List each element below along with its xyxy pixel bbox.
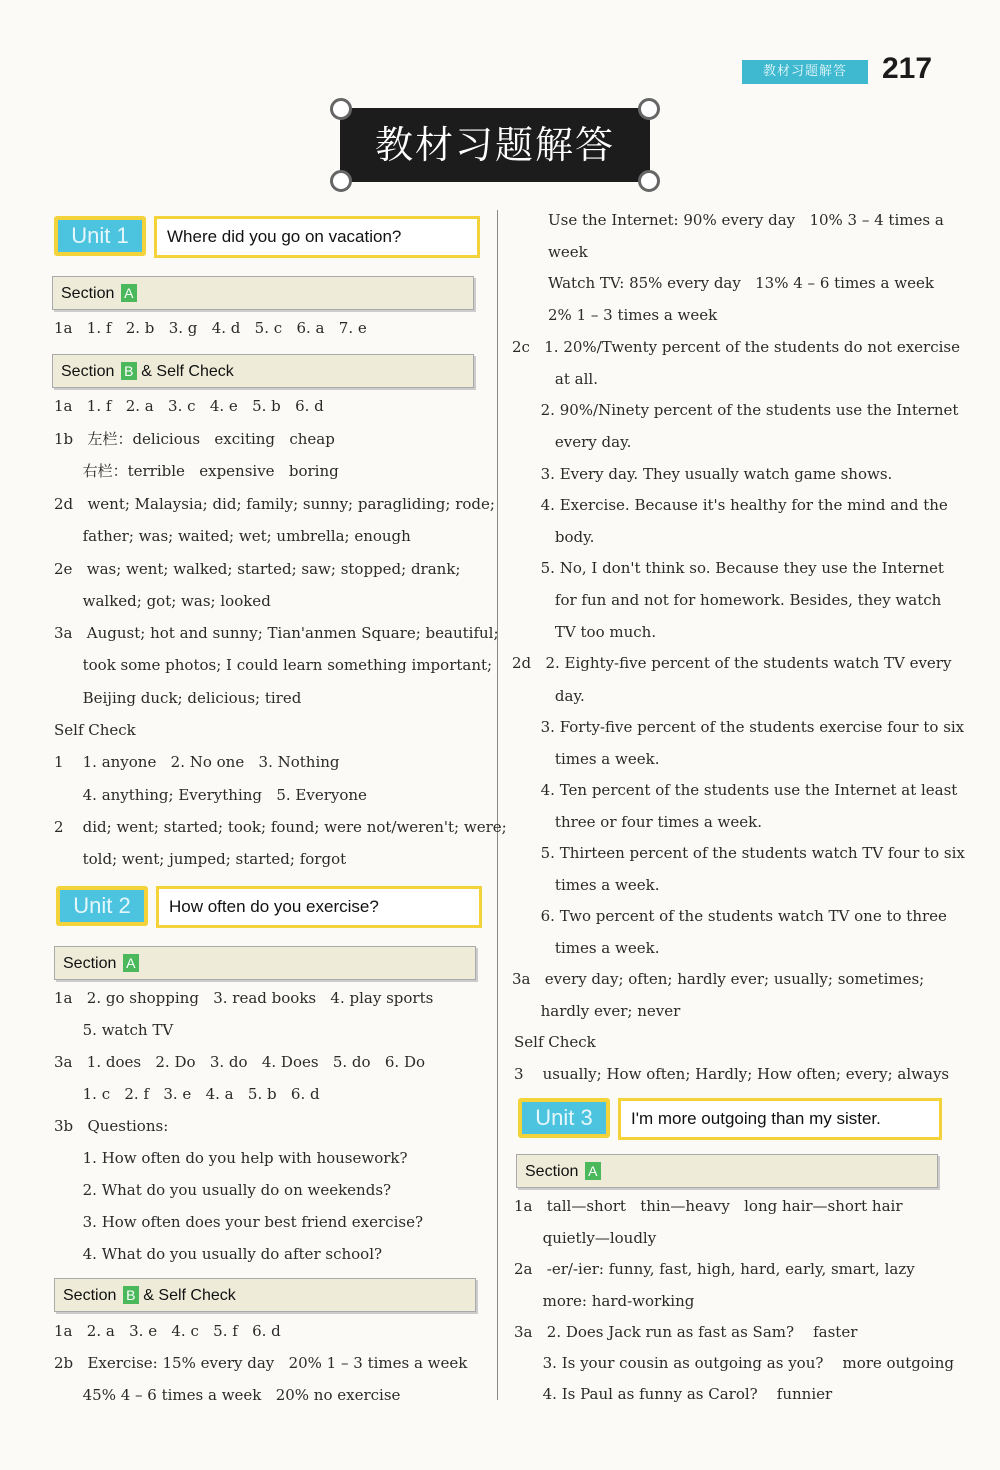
answer-line: quietly—loudly — [514, 1229, 657, 1247]
answer-line: every day. — [512, 433, 632, 451]
answer-line: 3a 2. Does Jack run as fast as Sam? faster — [514, 1323, 858, 1341]
answer-line: 2b Exercise: 15% every day 20% 1 – 3 times a week — [54, 1354, 468, 1372]
section-header-2a — [54, 946, 476, 980]
answer-line: three or four times a week. — [512, 813, 762, 831]
section-header-3a — [516, 1154, 938, 1188]
answer-line: 1. c 2. f 3. e 4. a 5. b 6. d — [54, 1085, 320, 1103]
answer-line: 3a 1. does 2. Do 3. do 4. Does 5. do 6. Do — [54, 1053, 426, 1071]
section-label: Section — [61, 363, 115, 380]
unit-1-header — [54, 216, 480, 256]
answer-line: 4. anything; Everything 5. Everyone — [54, 786, 367, 804]
section-letter: B — [121, 362, 137, 380]
unit-badge — [54, 216, 146, 256]
answer-line: 3. Every day. They usually watch game shows. — [512, 465, 893, 483]
answer-line: 4. Exercise. Because it's healthy for the mind and the — [512, 496, 948, 514]
section-header-1a — [52, 276, 474, 310]
self-check-heading: Self Check — [54, 721, 136, 739]
page-title-banner — [340, 108, 650, 182]
answer-line: father; was; waited; wet; umbrella; enough — [54, 527, 411, 545]
answer-line: walked; got; was; looked — [54, 592, 271, 610]
answer-line: 1a 1. f 2. b 3. g 4. d 5. c 6. a 7. e — [54, 319, 367, 337]
answer-line: 3 usually; How often; Hardly; How often; every; always — [514, 1065, 950, 1083]
header-tag: 教材习题解答 — [742, 60, 868, 84]
answer-line: 2d went; Malaysia; did; family; sunny; paragliding; rode; — [54, 495, 495, 513]
corner-ring-icon — [638, 170, 660, 192]
answer-line: took some photos; I could learn something important; — [54, 656, 493, 674]
section-letter: A — [585, 1162, 601, 1180]
answer-line: 3. How often does your best friend exercise? — [54, 1213, 424, 1231]
answer-line: 2d 2. Eighty-five percent of the students watch TV every — [512, 654, 952, 672]
answer-line: 2 did; went; started; took; found; were not/weren't; were; — [54, 818, 507, 836]
corner-ring-icon — [330, 170, 352, 192]
answer-line: 45% 4 – 6 times a week 20% no exercise — [54, 1386, 401, 1404]
answer-line: 3. Forty-five percent of the students exercise four to six — [512, 718, 965, 736]
answer-line: 5. watch TV — [54, 1021, 174, 1039]
unit-badge-label: Unit 3 — [522, 1102, 606, 1134]
answer-line: day. — [512, 687, 585, 705]
answer-line: Use the Internet: 90% every day 10% 3 – 4 times a — [548, 211, 944, 229]
answer-line: 1a tall—short thin—heavy long hair—short hair — [514, 1197, 903, 1215]
answer-line: 4. Is Paul as funny as Carol? funnier — [514, 1385, 833, 1403]
section-header-2b — [54, 1278, 476, 1312]
answer-line: TV too much. — [512, 623, 657, 641]
unit-title: Where did you go on vacation? — [154, 216, 480, 258]
page-number: 217 — [882, 52, 933, 85]
section-label: Section — [61, 285, 115, 302]
answer-line: body. — [512, 528, 595, 546]
answer-line: hardly ever; never — [512, 1002, 681, 1020]
corner-ring-icon — [330, 98, 352, 120]
column-divider — [497, 210, 498, 1400]
unit-badge — [518, 1098, 610, 1138]
answer-line: 2c 1. 20%/Twenty percent of the students do not exercise — [512, 338, 960, 356]
page-title: 教材习题解答 — [374, 123, 615, 167]
answer-line: 4. Ten percent of the students use the Internet at least — [512, 781, 958, 799]
answer-line: 4. What do you usually do after school? — [54, 1245, 383, 1263]
section-letter: A — [121, 284, 137, 302]
answer-line: 1a 2. a 3. e 4. c 5. f 6. d — [54, 1322, 281, 1340]
section-letter: A — [123, 954, 139, 972]
unit-badge — [56, 886, 148, 926]
answer-line: more: hard-working — [514, 1292, 695, 1310]
answer-line: 2. What do you usually do on weekends? — [54, 1181, 392, 1199]
answer-line: Watch TV: 85% every day 13% 4 – 6 times a week — [548, 274, 934, 292]
section-label: Section — [525, 1163, 579, 1180]
answer-line: 3a August; hot and sunny; Tian'anmen Square; beautiful; — [54, 624, 499, 642]
answer-line: times a week. — [512, 750, 660, 768]
answer-line: 2% 1 – 3 times a week — [548, 306, 718, 324]
section-header-1b — [52, 354, 474, 388]
unit-2-header — [56, 886, 482, 926]
unit-badge-label: Unit 1 — [58, 220, 142, 252]
answer-line: 2. 90%/Ninety percent of the students use the Internet — [512, 401, 959, 419]
corner-ring-icon — [638, 98, 660, 120]
self-check-heading: Self Check — [514, 1033, 596, 1051]
answer-line: Beijing duck; delicious; tired — [54, 689, 302, 707]
section-label: Section — [63, 955, 117, 972]
unit-title: How often do you exercise? — [156, 886, 482, 928]
answer-line: 6. Two percent of the students watch TV one to three — [512, 907, 947, 925]
section-letter: B — [123, 1286, 139, 1304]
answer-line: 1a 1. f 2. a 3. c 4. e 5. b 6. d — [54, 397, 324, 415]
answer-line: week — [548, 243, 588, 261]
answer-line: 1b 左栏：delicious exciting cheap — [54, 430, 335, 448]
answer-line: 3. Is your cousin as outgoing as you? more outgoing — [514, 1354, 954, 1372]
answer-line: 2e was; went; walked; started; saw; stopped; drank; — [54, 560, 461, 578]
answer-line: 1 1. anyone 2. No one 3. Nothing — [54, 753, 340, 771]
section-suffix: & Self Check — [141, 363, 234, 380]
answer-line: times a week. — [512, 876, 660, 894]
answer-line: 3a every day; often; hardly ever; usually; sometimes; — [512, 970, 925, 988]
answer-line: times a week. — [512, 939, 660, 957]
answer-line: 5. No, I don't think so. Because they use the Internet — [512, 559, 944, 577]
unit-3-header — [518, 1098, 942, 1138]
unit-badge-label: Unit 2 — [60, 890, 144, 922]
answer-line: 3b Questions: — [54, 1117, 169, 1135]
unit-title: I'm more outgoing than my sister. — [618, 1098, 942, 1140]
answer-line: 2a -er/-ier: funny, fast, high, hard, early, smart, lazy — [514, 1260, 915, 1278]
answer-line: 右栏：terrible expensive boring — [54, 462, 339, 480]
answer-line: 5. Thirteen percent of the students watch TV four to six — [512, 844, 965, 862]
answer-line: at all. — [512, 370, 598, 388]
answer-line: told; went; jumped; started; forgot — [54, 850, 347, 868]
section-label: Section — [63, 1287, 117, 1304]
answer-line: for fun and not for homework. Besides, they watch — [512, 591, 942, 609]
answer-line: 1a 2. go shopping 3. read books 4. play sports — [54, 989, 434, 1007]
answer-line: 1. How often do you help with housework? — [54, 1149, 408, 1167]
section-suffix: & Self Check — [143, 1287, 236, 1304]
